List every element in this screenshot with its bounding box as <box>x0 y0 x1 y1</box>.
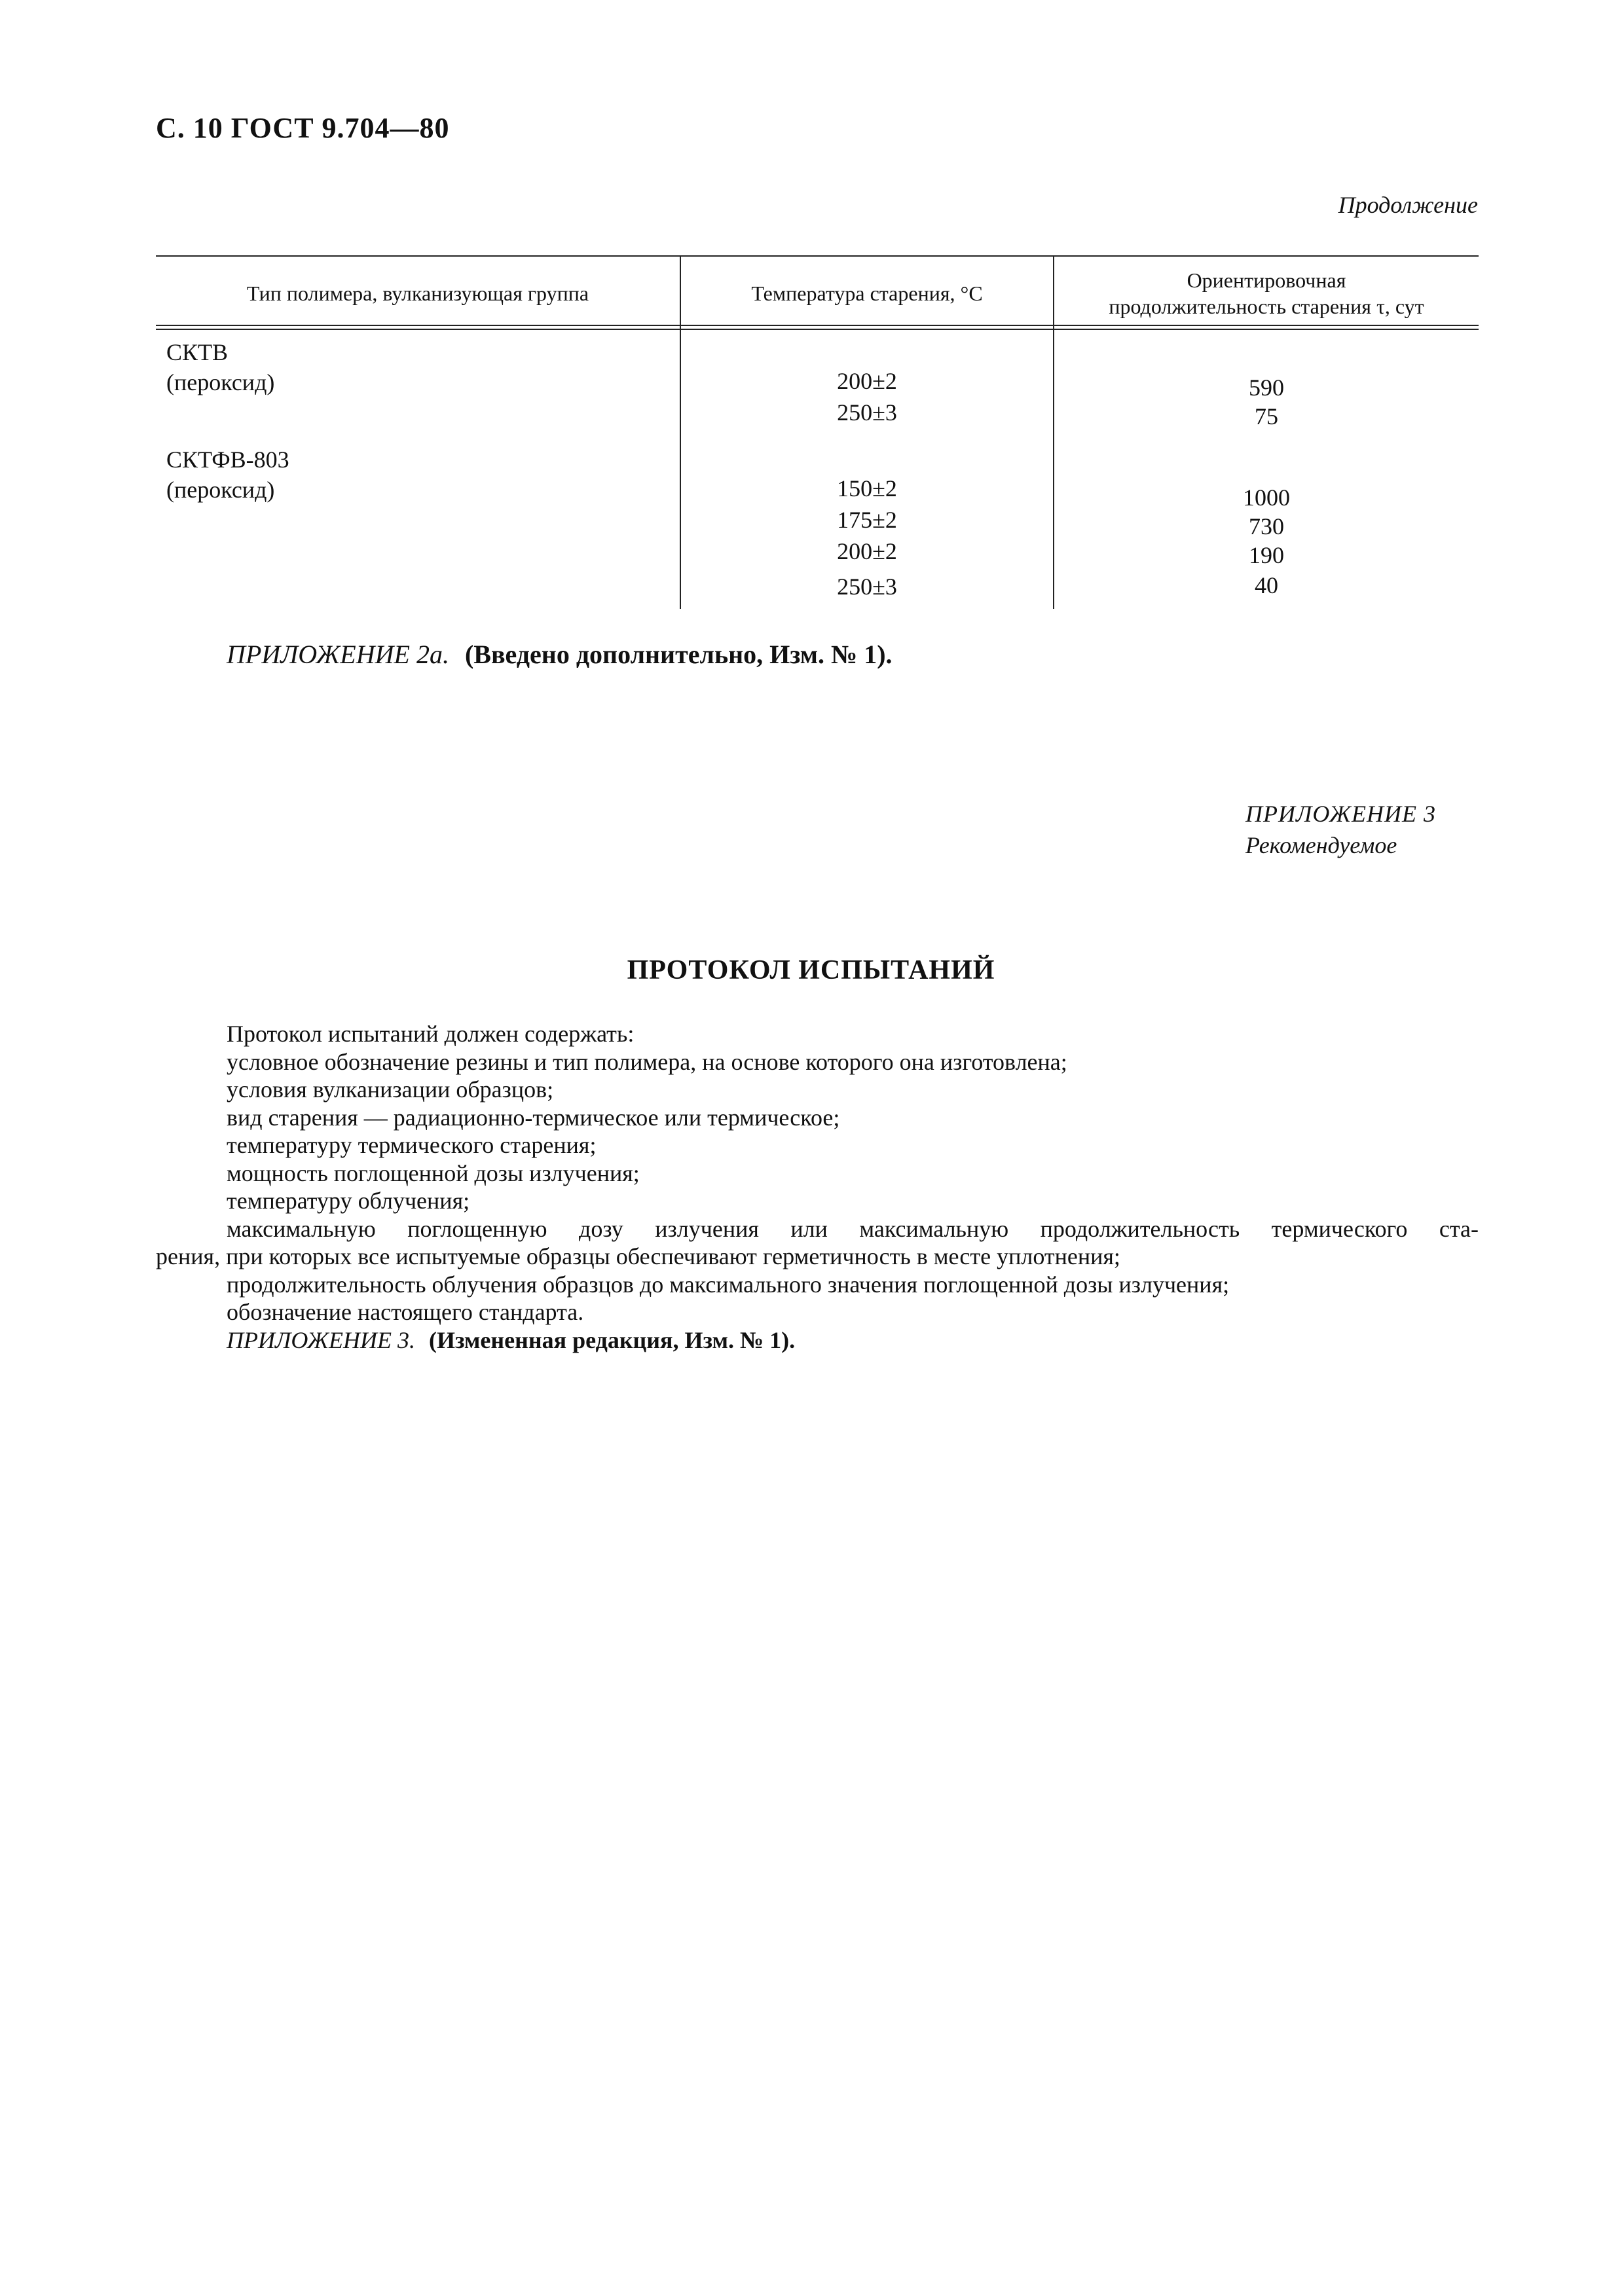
table-cell-temp: 250±3 <box>837 399 897 426</box>
page-header: С. 10 ГОСТ 9.704—80 <box>156 112 450 144</box>
protocol-footer-amendment: (Измененная редакция, Изм. № 1). <box>428 1326 796 1353</box>
table-header-temperature: Температура старения, °С <box>751 282 983 305</box>
appendix-3-subtitle: Рекомендуемое <box>1245 832 1397 858</box>
appendix-3-title: ПРИЛОЖЕНИЕ 3 <box>1245 801 1436 827</box>
table-cell-duration: 1000 <box>1243 484 1290 511</box>
table-cell-duration: 75 <box>1255 403 1278 429</box>
protocol-line: температуру облучения; <box>227 1188 470 1214</box>
table-cell-duration: 190 <box>1249 542 1284 568</box>
protocol-line: температуру термического старения; <box>227 1132 597 1158</box>
table-cell-duration: 730 <box>1249 513 1284 539</box>
table-cell-duration: 590 <box>1249 374 1284 401</box>
protocol-line: обозначение настоящего стандарта. <box>227 1299 584 1325</box>
table-header-rule-2 <box>156 329 1479 330</box>
protocol-line: условное обозначение резины и тип полимера, на основе которого она изготовлена; <box>227 1048 1067 1075</box>
protocol-body <box>156 1020 1479 1354</box>
protocol-line: мощность поглощенной дозы излучения; <box>227 1159 640 1186</box>
appendix-2a-label: ПРИЛОЖЕНИЕ 2а. <box>227 640 449 669</box>
table-top-rule <box>156 255 1479 257</box>
table-cell-temp: 200±2 <box>837 538 897 564</box>
table-header-rule <box>156 325 1479 326</box>
table-cell-polymer: СКТФВ-803 <box>166 446 289 473</box>
table-header-polymer: Тип полимера, вулканизующая группа <box>246 282 589 305</box>
table-cell-group: (пероксид) <box>166 477 275 503</box>
table-header-duration-line1: Ориентировочная <box>1187 268 1346 292</box>
table-cell-duration: 40 <box>1255 572 1278 598</box>
protocol-footer-label: ПРИЛОЖЕНИЕ 3. <box>227 1326 415 1353</box>
protocol-line: рения, при которых все испытуемые образцы обеспечивают герметичность в месте уплотнения; <box>156 1243 1120 1269</box>
protocol-line: вид старения — радиационно-термическое или термическое; <box>227 1104 840 1131</box>
protocol-title: ПРОТОКОЛ ИСПЫТАНИЙ <box>627 955 995 985</box>
appendix-2a-note <box>227 639 893 670</box>
table-cell-temp: 250±3 <box>837 574 897 600</box>
table-header-duration-line2: продолжительность старения τ, сут <box>1109 295 1424 318</box>
protocol-line: условия вулканизации образцов; <box>227 1076 554 1102</box>
continued-label: Продолжение <box>1338 192 1478 218</box>
table-cell-group: (пероксид) <box>166 369 275 395</box>
protocol-line: продолжительность облучения образцов до максимального значения поглощенной дозы излучения; <box>227 1271 1230 1298</box>
protocol-line: Протокол испытаний должен содержать: <box>227 1021 635 1047</box>
protocol-line: максимальную поглощенную дозу излучения или максимальную продолжительность термического ста- <box>227 1215 1479 1242</box>
appendix-2a-amendment: (Введено дополнительно, Изм. № 1). <box>464 640 893 669</box>
table-cell-temp: 200±2 <box>837 368 897 394</box>
table-cell-temp: 150±2 <box>837 475 897 501</box>
table-cell-polymer: СКТВ <box>166 339 229 365</box>
table-cell-temp: 175±2 <box>837 507 897 533</box>
protocol-footer <box>156 1326 1479 1355</box>
